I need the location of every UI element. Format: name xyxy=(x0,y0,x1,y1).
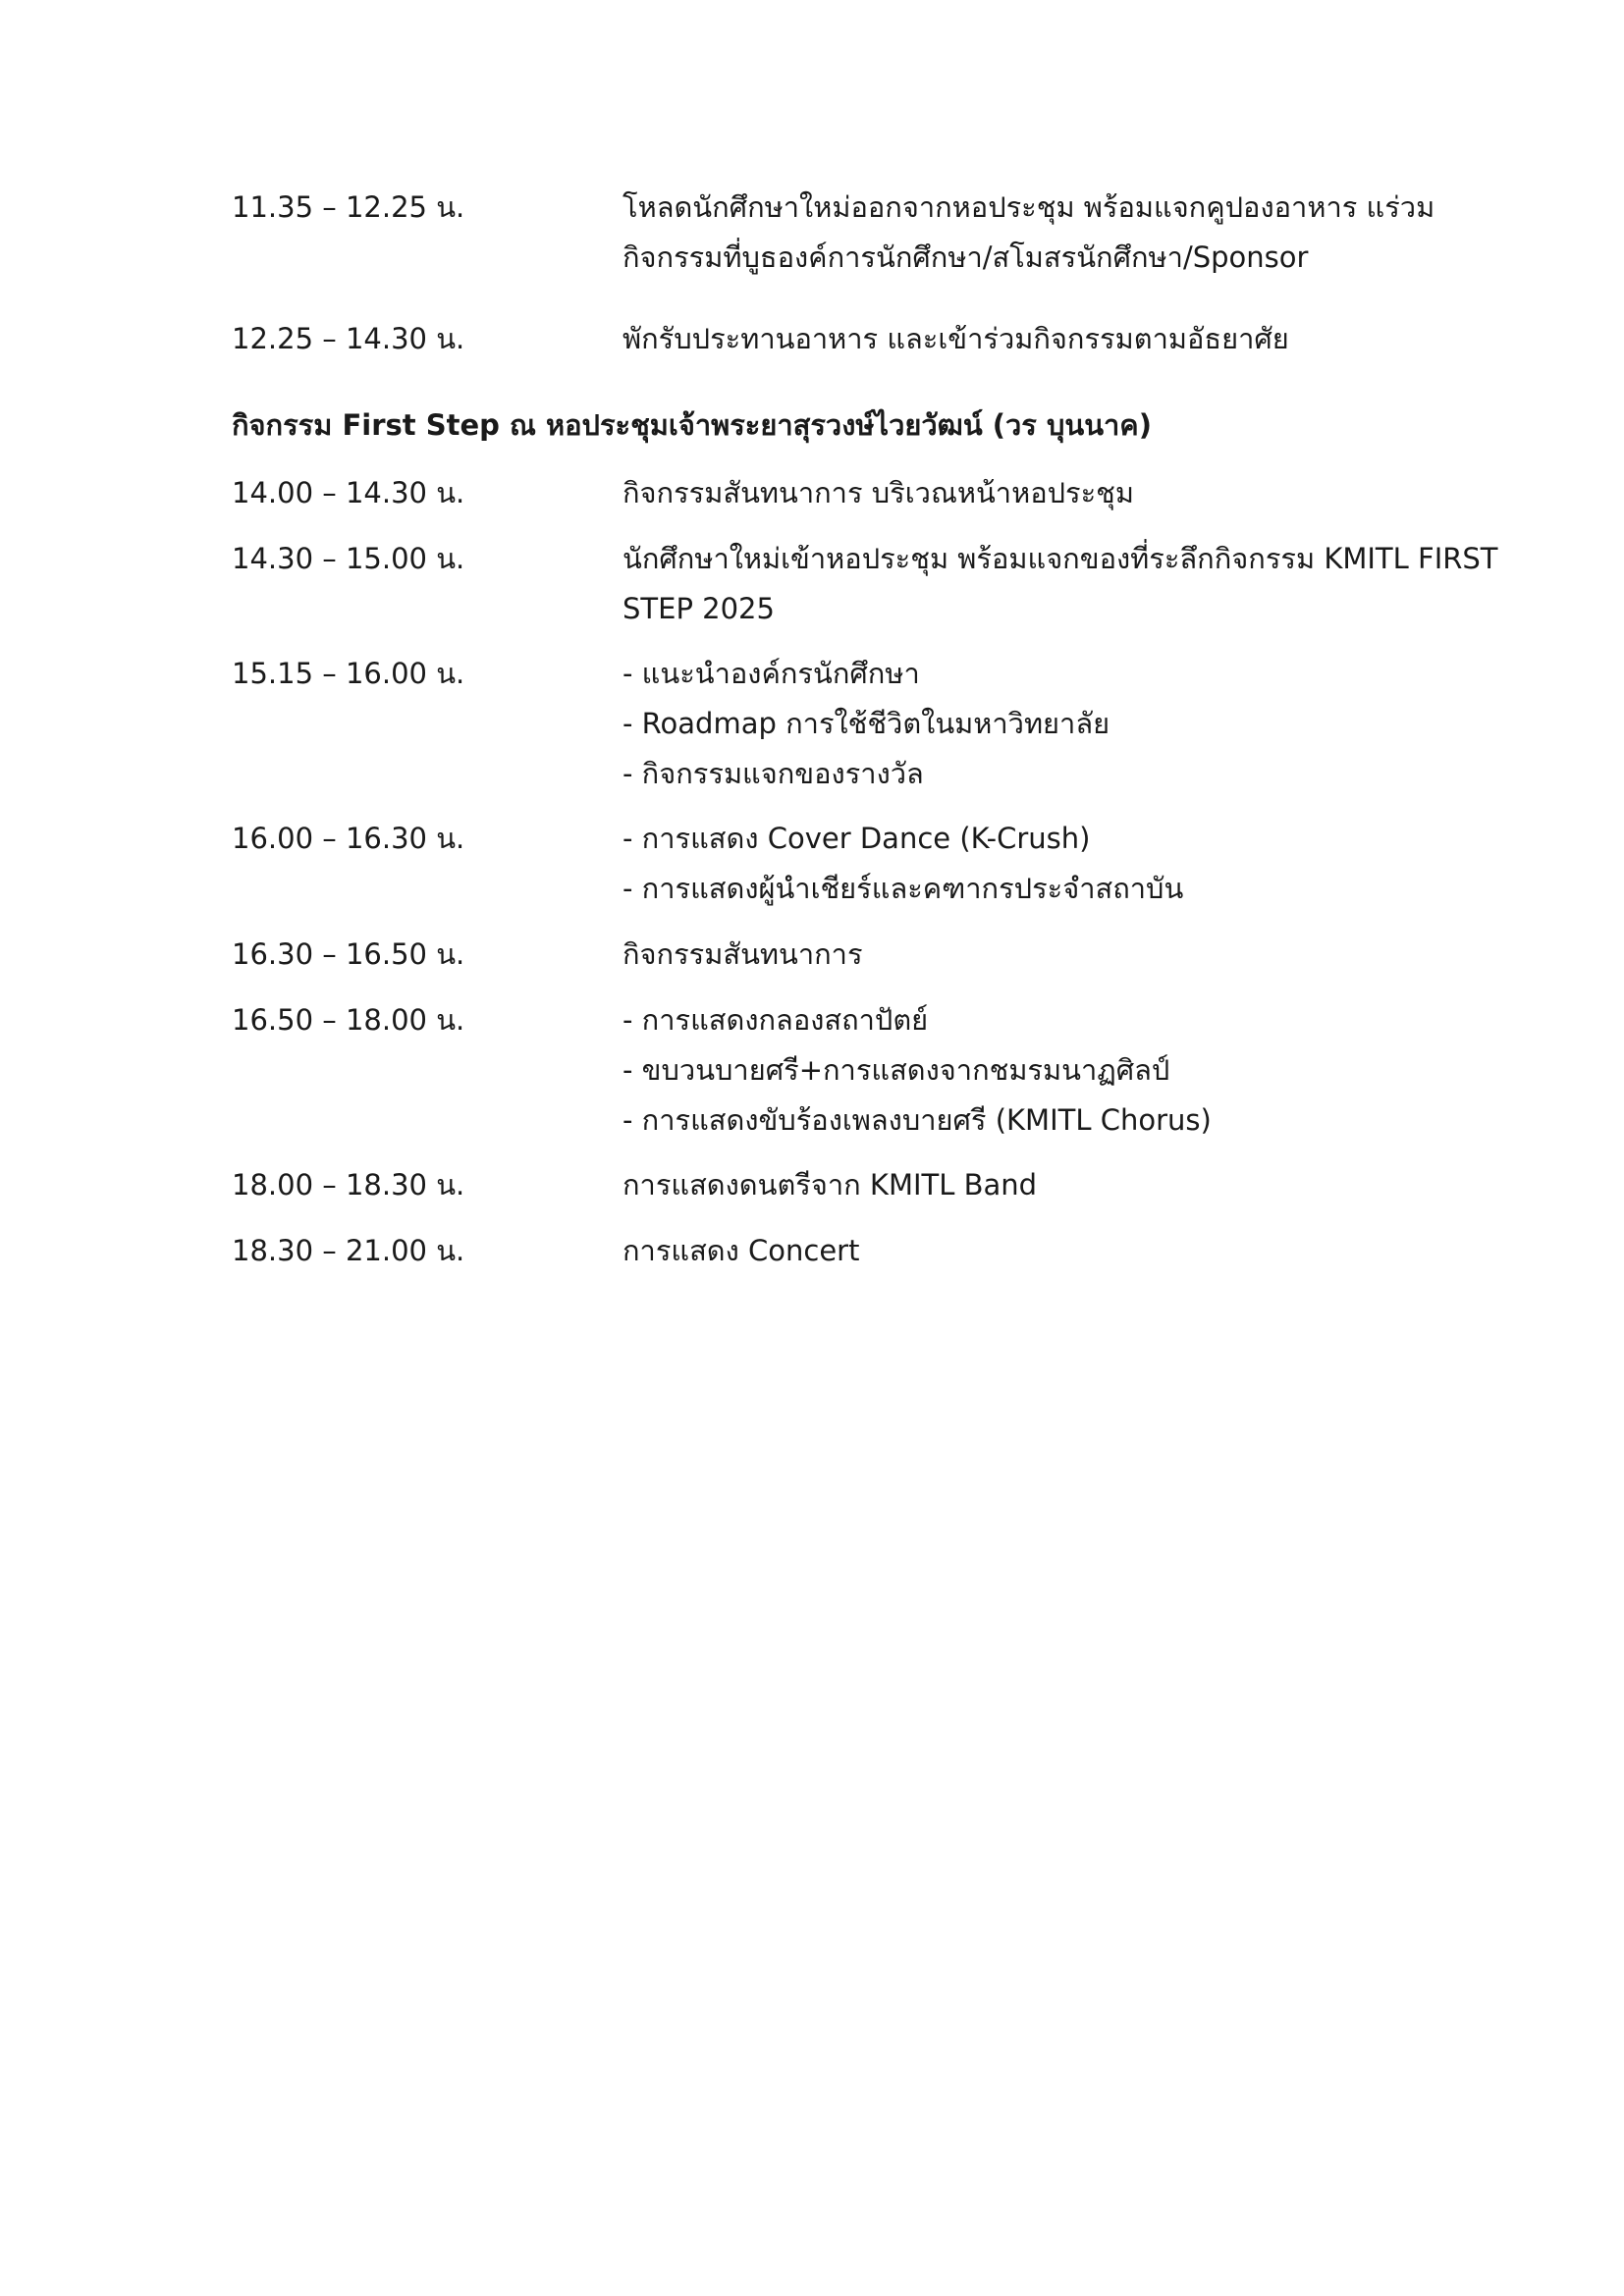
schedule-row xyxy=(232,995,1212,1146)
section-title: กิจกรรม First Step ณ หอประชุมเจ้าพระยาสุรวงษ์ไวยวัฒน์ (วร บุนนาค) xyxy=(232,408,1152,442)
schedule-row xyxy=(232,930,863,980)
schedule-description xyxy=(623,468,1134,518)
description-line: การแสดงดนตรีจาก KMITL Band xyxy=(623,1168,1038,1201)
schedule-time: 18.30 – 21.00 น. xyxy=(232,1234,465,1267)
description-line: - การแสดง Cover Dance (K-Crush) xyxy=(623,822,1091,855)
schedule-time: 14.30 – 15.00 น. xyxy=(232,542,465,575)
schedule-description xyxy=(623,1226,859,1276)
schedule-time: 12.25 – 14.30 น. xyxy=(232,322,465,355)
description-line: STEP 2025 xyxy=(623,592,775,625)
description-line: กิจกรรมสันทนาการ บริเวณหน้าหอประชุม xyxy=(623,476,1134,509)
schedule-time: 16.30 – 16.50 น. xyxy=(232,937,465,971)
schedule-row xyxy=(232,183,1459,274)
description-line: นักศึกษาใหม่เข้าหอประชุม พร้อมแจกของที่ระลึกกิจกรรม KMITL FIRST xyxy=(623,542,1498,575)
schedule-before-section xyxy=(232,183,1459,364)
schedule-time: 18.00 – 18.30 น. xyxy=(232,1168,465,1201)
schedule-description xyxy=(623,995,1212,1146)
schedule-row xyxy=(232,534,1498,634)
description-line: - ขบวนบายศรี+การแสดงจากชมรมนาฏศิลป์ xyxy=(623,1053,1170,1087)
description-line: - การแสดงผู้นำเชียร์และคฑากรประจำสถาบัน xyxy=(623,872,1184,905)
schedule-description xyxy=(623,534,1498,634)
schedule-row xyxy=(232,814,1183,914)
schedule-row xyxy=(232,314,1459,364)
description-line: - กิจกรรมแจกของรางวัล xyxy=(623,757,924,790)
schedule-description xyxy=(623,314,1459,364)
schedule-time: 14.00 – 14.30 น. xyxy=(232,476,465,509)
description-line: กิจกรรมสันทนาการ xyxy=(623,937,863,971)
description-line: - Roadmap การใช้ชีวิตในมหาวิทยาลัย xyxy=(623,707,1110,740)
description-line: - การแสดงกลองสถาปัตย์ xyxy=(623,1003,929,1037)
description-line: พักรับประทานอาหาร และเข้าร่วมกิจกรรมตามอัธยาศัย xyxy=(623,322,1289,355)
description-line: โหลดนักศึกษาใหม่ออกจากหอประชุม พร้อมแจกคูปองอาหาร แร่วม xyxy=(623,190,1435,224)
schedule-time: 11.35 – 12.25 น. xyxy=(232,190,465,224)
schedule-row xyxy=(232,1160,1037,1210)
description-line: - การแสดงขับร้องเพลงบายศรี (KMITL Chorus) xyxy=(623,1103,1212,1137)
schedule-description xyxy=(623,183,1459,283)
schedule-description xyxy=(623,814,1183,914)
description-line: - แนะนำองค์กรนักศึกษา xyxy=(623,657,920,690)
description-line: การแสดง Concert xyxy=(623,1234,860,1267)
schedule-row xyxy=(232,1226,859,1276)
schedule-time: 16.00 – 16.30 น. xyxy=(232,822,465,855)
schedule-description xyxy=(623,1160,1037,1210)
schedule-time: 16.50 – 18.00 น. xyxy=(232,1003,465,1037)
schedule-time: 15.15 – 16.00 น. xyxy=(232,657,465,690)
schedule-row xyxy=(232,649,1110,799)
schedule-description xyxy=(623,930,863,980)
schedule-description xyxy=(623,649,1110,799)
schedule-row xyxy=(232,468,1134,518)
description-line: กิจกรรมที่บูธองค์การนักศึกษา/สโมสรนักศึกษา/Sponsor xyxy=(623,240,1309,274)
